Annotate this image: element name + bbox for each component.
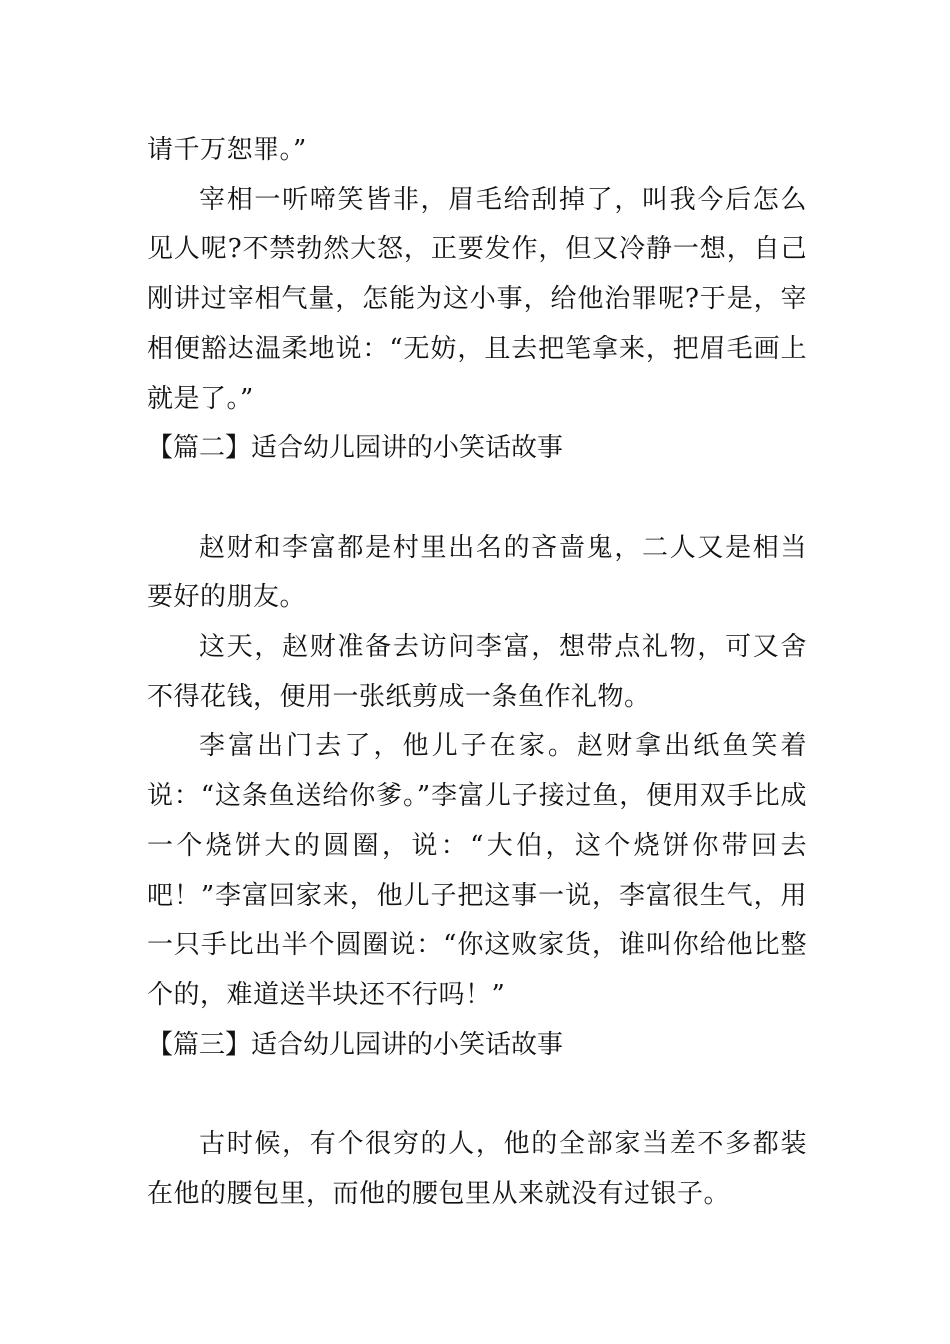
paragraph-poor-man: 古时候，有个很穷的人，他的全部家当差不多都装在他的腰包里，而他的腰包里从来就没有过银子。 — [147, 1129, 807, 1209]
section-heading-2: 【篇二】适合幼儿园讲的小笑话故事 — [147, 433, 564, 464]
document-body — [147, 126, 807, 1219]
paragraph-half-circle: 李富出门去了，他儿子在家。赵财拿出纸鱼笑着说：“这条鱼送给你爹。”李富儿子接过鱼，便用双手比成一个烧饼大的圆圈，说：“大伯，这个烧饼你带回去吧！”李富回家来，他儿子把这事一说，李富很生气，用一只手比出半个圆圈说：“你这败家货，谁叫你给他比整个的，难道送半块还不行吗！” — [147, 731, 807, 1010]
paragraph-paper-fish: 这天，赵财准备去访问李富，想带点礼物，可又舍不得花钱，便用一张纸剪成一条鱼作礼物。 — [147, 632, 807, 712]
paragraph-continuation: 请千万恕罪。” — [147, 135, 307, 165]
blank-line — [147, 1070, 807, 1120]
paragraph-zhaocai-lifu: 赵财和李富都是村里出名的吝啬鬼，二人又是相当要好的朋友。 — [147, 532, 807, 613]
section-heading-3: 【篇三】适合幼儿园讲的小笑话故事 — [147, 1029, 564, 1060]
blank-line — [147, 474, 807, 524]
paragraph-prime-minister: 宰相一听啼笑皆非，眉毛给刮掉了，叫我今后怎么见人呢?不禁勃然大怒，正要发作，但又冷静一想，自己刚讲过宰相气量，怎能为这小事，给他治罪呢?于是，宰相便豁达温柔地说：“无妨，且去把笔拿来，把眉毛画上就是了。” — [147, 184, 807, 414]
